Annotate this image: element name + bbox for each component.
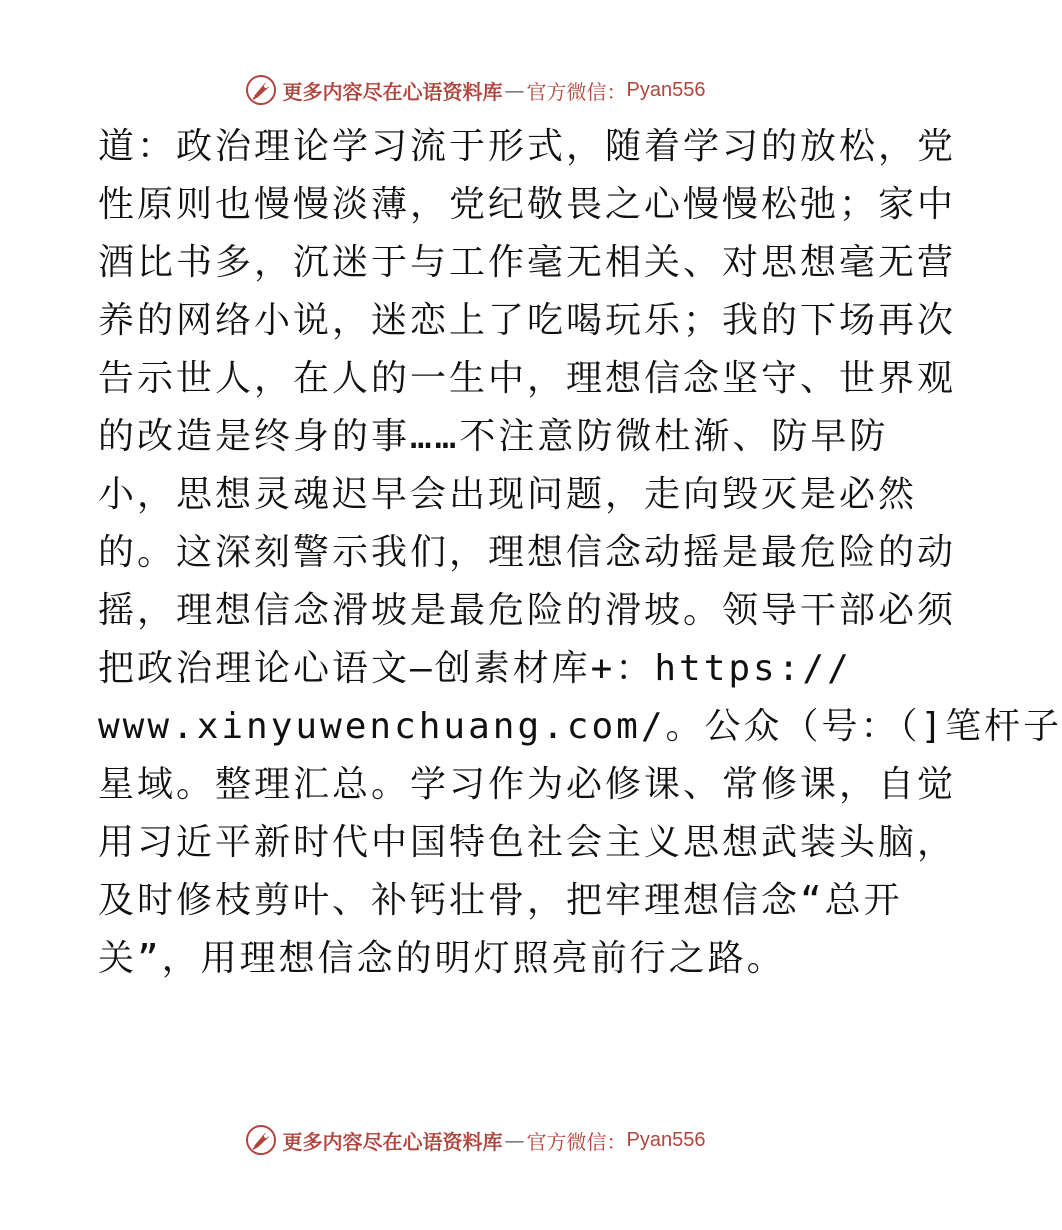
- body-line: 用习近平新时代中国特色社会主义思想武装头脑，: [98, 822, 957, 863]
- pen-nib-logo-icon: [245, 1124, 277, 1156]
- body-line: 的。这深刻警示我们，理想信念动摇是最危险的动: [98, 532, 957, 573]
- banner-slogan: 更多内容尽在心语资料库: [282, 1129, 503, 1154]
- body-line: 关”，用理想信念的明灯照亮前行之路。: [98, 938, 786, 979]
- banner-wechat-label: 官方微信：: [526, 79, 627, 104]
- body-line: 把政治理论心语文—创素材库+：https://: [98, 648, 852, 689]
- body-line: 及时修枝剪叶、补钙壮骨，把牢理想信念“总开: [98, 880, 903, 921]
- banner-wechat-id: Pyan556: [626, 1128, 706, 1151]
- body-line: 星域。整理汇总。学习作为必修课、常修课，自觉: [98, 764, 957, 805]
- body-line: www.xinyuwenchuang.com/。公众（号：（]笔杆子: [98, 706, 1062, 747]
- banner-separator: —: [504, 78, 525, 102]
- banner-wechat-label: 官方微信：: [526, 1129, 627, 1154]
- body-line: 道：政治理论学习流于形式，随着学习的放松，党: [98, 126, 957, 167]
- body-line: 小，思想灵魂迟早会出现问题，走向毁灭是必然: [98, 474, 918, 515]
- footer-banner: [0, 1120, 950, 1160]
- body-line: 摇，理想信念滑坡是最危险的滑坡。领导干部必须: [98, 590, 957, 631]
- document-body: [98, 118, 1062, 988]
- body-line: 的改造是终身的事……不注意防微杜渐、防早防: [98, 416, 889, 457]
- banner-slogan: 更多内容尽在心语资料库: [282, 79, 503, 104]
- body-line: 养的网络小说，迷恋上了吃喝玩乐；我的下场再次: [98, 300, 957, 341]
- body-line: 酒比书多，沉迷于与工作毫无相关、对思想毫无营: [98, 242, 957, 283]
- pen-nib-logo-icon: [245, 74, 277, 106]
- banner-wechat-id: Pyan556: [626, 78, 706, 101]
- body-line: 告示世人，在人的一生中，理想信念坚守、世界观: [98, 358, 957, 399]
- body-line: 性原则也慢慢淡薄，党纪敬畏之心慢慢松弛；家中: [98, 184, 957, 225]
- banner-separator: —: [504, 1128, 525, 1152]
- header-banner: [0, 70, 950, 110]
